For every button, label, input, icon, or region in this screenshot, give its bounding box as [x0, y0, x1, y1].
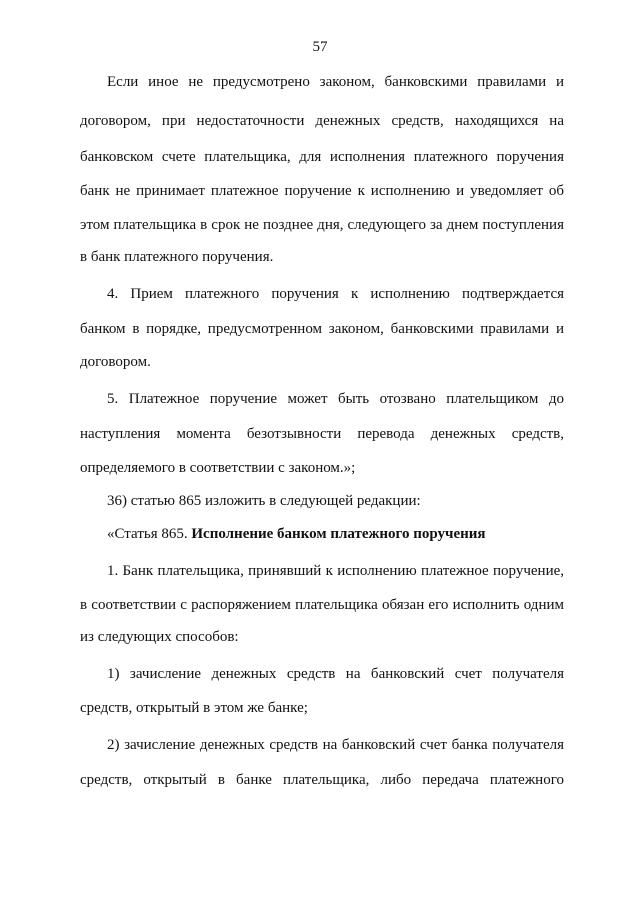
- paragraph-line: 1. Банк плательщика, принявший к исполнению платежное поручение,: [107, 563, 564, 579]
- paragraph-line: определяемого в соответствии с законом.»;: [80, 460, 356, 476]
- paragraph-line: банком в порядке, предусмотренном законом, банковскими правилами и: [80, 321, 564, 337]
- paragraph-line: 1) зачисление денежных средств на банковский счет получателя: [107, 666, 564, 682]
- paragraph-line: 5. Платежное поручение может быть отозвано плательщиком до: [107, 391, 564, 407]
- paragraph-line: средств, открытый в банке плательщика, либо передача платежного: [80, 772, 564, 788]
- paragraph-line: в банк платежного поручения.: [80, 249, 274, 265]
- paragraph-line: этом плательщика в срок не позднее дня, следующего за днем поступления: [80, 217, 564, 233]
- paragraph-line: договором, при недостаточности денежных средств, находящихся на: [80, 113, 564, 129]
- paragraph-line: наступления момента безотзывности перевода денежных средств,: [80, 426, 564, 442]
- paragraph-line: 4. Прием платежного поручения к исполнению подтверждается: [107, 286, 564, 302]
- article-heading-prefix: «Статья 865.: [107, 526, 192, 542]
- paragraph-line: договором.: [80, 354, 151, 370]
- paragraph-line: из следующих способов:: [80, 629, 239, 645]
- article-heading: [107, 525, 564, 543]
- page-number: 57: [312, 39, 328, 55]
- paragraph-line: банк не принимает платежное поручение к исполнению и уведомляет об: [80, 183, 564, 199]
- paragraph-line: 2) зачисление денежных средств на банковский счет банка получателя: [107, 737, 564, 753]
- article-heading-title: Исполнение банком платежного поручения: [191, 526, 486, 542]
- paragraph-line: в соответствии с распоряжением плательщика обязан его исполнить одним: [80, 597, 564, 613]
- paragraph-line: средств, открытый в этом же банке;: [80, 700, 308, 716]
- paragraph-line: Если иное не предусмотрено законом, банковскими правилами и: [107, 74, 564, 90]
- paragraph-line: 36) статью 865 изложить в следующей редакции:: [107, 493, 421, 509]
- paragraph-line: банковском счете плательщика, для исполнения платежного поручения: [80, 149, 564, 165]
